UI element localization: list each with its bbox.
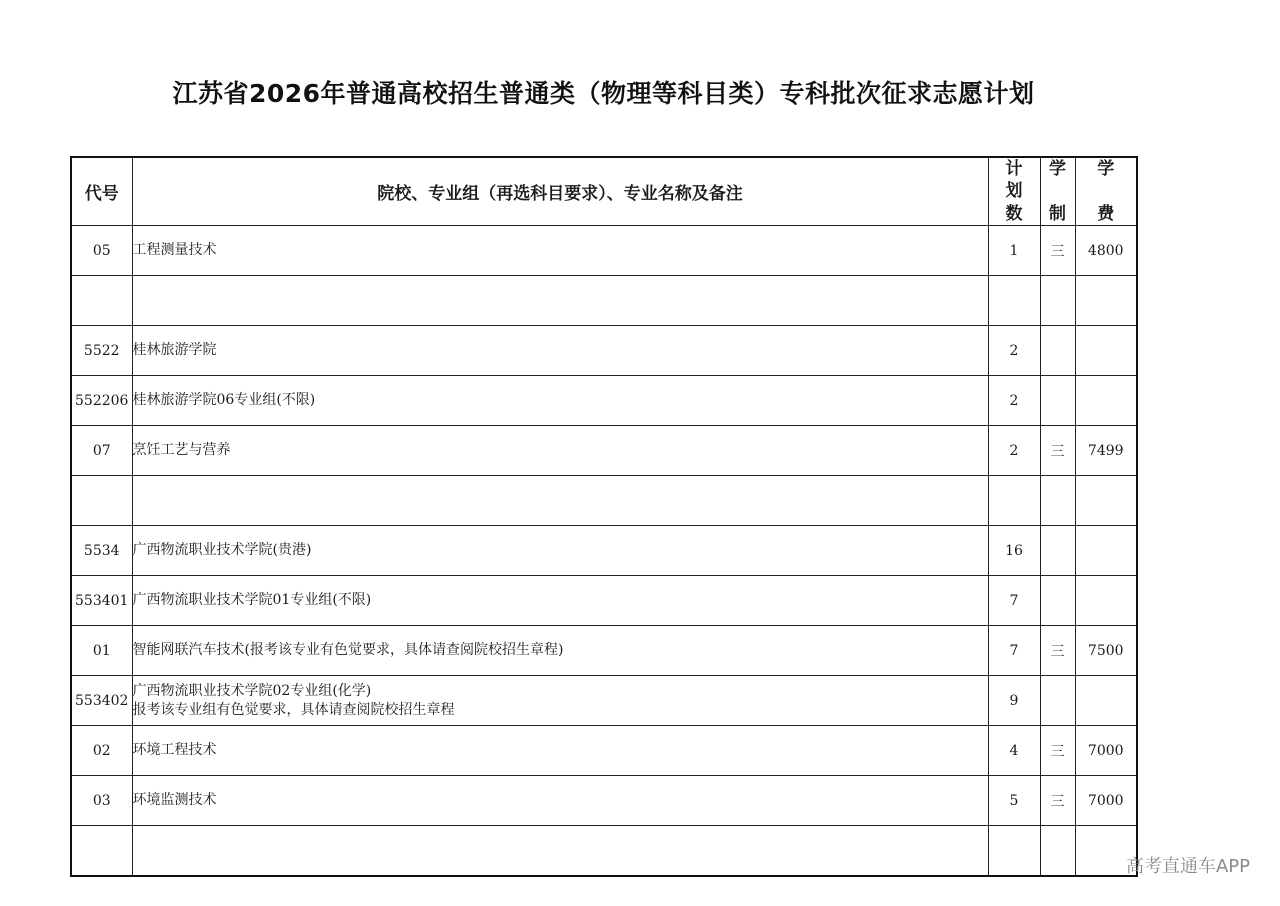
cell-duration	[1040, 576, 1075, 626]
cell-duration	[1040, 826, 1075, 877]
cell-name-line: 烹饪工艺与营养	[132, 442, 231, 458]
cell-name-line: 桂林旅游学院06专业组(不限)	[132, 392, 316, 408]
cell-name	[132, 776, 988, 826]
cell-name	[132, 426, 988, 476]
cell-name-line: 环境工程技术	[132, 742, 217, 758]
cell-fee	[1075, 526, 1137, 576]
cell-name	[132, 676, 988, 726]
table-row	[71, 826, 1137, 877]
header-duration-char-2: 制	[1049, 203, 1066, 224]
cell-name	[132, 576, 988, 626]
cell-count: 9	[988, 676, 1040, 726]
header-count-char-2: 划	[1005, 181, 1023, 201]
cell-name-line: 智能网联汽车技术(报考该专业有色觉要求，具体请查阅院校招生章程)	[132, 642, 564, 658]
table-row	[71, 476, 1137, 526]
table-body	[71, 226, 1137, 877]
cell-code: 07	[71, 426, 132, 476]
cell-count: 5	[988, 776, 1040, 826]
header-fee-char-2: 费	[1097, 203, 1115, 224]
table-row	[71, 426, 1137, 476]
cell-name-line: 桂林旅游学院	[132, 342, 217, 358]
header-count	[988, 157, 1040, 226]
cell-name-line: 广西物流职业技术学院(贵港)	[132, 542, 312, 558]
table-row	[71, 576, 1137, 626]
cell-duration	[1040, 526, 1075, 576]
cell-fee: 7499	[1075, 426, 1137, 476]
cell-duration	[1040, 476, 1075, 526]
cell-name	[132, 326, 988, 376]
header-duration	[1040, 157, 1075, 226]
cell-name	[132, 476, 988, 526]
cell-count: 2	[988, 376, 1040, 426]
cell-code: 552206	[71, 376, 132, 426]
cell-name	[132, 826, 988, 877]
page-title: 江苏省2026年普通高校招生普通类（物理等科目类）专科批次征求志愿计划	[172, 79, 1035, 108]
cell-count	[988, 276, 1040, 326]
cell-name	[132, 726, 988, 776]
cell-code	[71, 826, 132, 877]
cell-count: 7	[988, 626, 1040, 676]
cell-code	[71, 476, 132, 526]
cell-name	[132, 626, 988, 676]
table-row	[71, 676, 1137, 726]
cell-fee	[1075, 376, 1137, 426]
cell-duration	[1040, 676, 1075, 726]
cell-count: 2	[988, 426, 1040, 476]
cell-count	[988, 476, 1040, 526]
cell-code: 553402	[71, 676, 132, 726]
cell-name	[132, 276, 988, 326]
cell-code: 5534	[71, 526, 132, 576]
header-fee-char-1: 学	[1097, 158, 1115, 179]
cell-count: 1	[988, 226, 1040, 276]
table-row	[71, 226, 1137, 276]
cell-fee	[1075, 576, 1137, 626]
cell-name-line: 工程测量技术	[132, 242, 217, 258]
cell-duration	[1040, 376, 1075, 426]
cell-name-line: 报考该专业组有色觉要求，具体请查阅院校招生章程	[132, 701, 455, 718]
cell-fee: 7000	[1075, 726, 1137, 776]
cell-name-line: 广西物流职业技术学院02专业组(化学)	[132, 682, 372, 699]
cell-duration: 三	[1040, 726, 1075, 776]
cell-fee: 7500	[1075, 626, 1137, 676]
watermark: 高考直通车APP	[1125, 856, 1250, 877]
cell-fee	[1075, 326, 1137, 376]
table-row	[71, 526, 1137, 576]
cell-duration: 三	[1040, 626, 1075, 676]
cell-count: 7	[988, 576, 1040, 626]
header-count-char-3: 数	[1005, 203, 1023, 224]
cell-name	[132, 526, 988, 576]
cell-code: 553401	[71, 576, 132, 626]
cell-code: 02	[71, 726, 132, 776]
cell-duration	[1040, 326, 1075, 376]
cell-fee	[1075, 676, 1137, 726]
cell-duration: 三	[1040, 776, 1075, 826]
cell-name-line: 环境监测技术	[132, 792, 217, 808]
cell-duration	[1040, 276, 1075, 326]
table-row	[71, 776, 1137, 826]
cell-code: 05	[71, 226, 132, 276]
cell-name-line: 广西物流职业技术学院01专业组(不限)	[132, 592, 372, 608]
table-header-row	[71, 157, 1137, 226]
cell-fee: 4800	[1075, 226, 1137, 276]
cell-fee: 7000	[1075, 776, 1137, 826]
cell-count: 16	[988, 526, 1040, 576]
cell-duration: 三	[1040, 426, 1075, 476]
cell-code: 03	[71, 776, 132, 826]
plan-table	[70, 156, 1138, 877]
cell-fee	[1075, 276, 1137, 326]
header-fee	[1075, 157, 1137, 226]
cell-code: 5522	[71, 326, 132, 376]
cell-code	[71, 276, 132, 326]
header-code: 代号	[71, 157, 132, 226]
cell-name	[132, 226, 988, 276]
cell-fee	[1075, 476, 1137, 526]
header-name: 院校、专业组（再选科目要求）、专业名称及备注	[132, 157, 988, 226]
cell-count: 2	[988, 326, 1040, 376]
cell-count	[988, 826, 1040, 877]
table-row	[71, 276, 1137, 326]
header-duration-char-1: 学	[1049, 158, 1066, 179]
cell-count: 4	[988, 726, 1040, 776]
table-row	[71, 326, 1137, 376]
table-row	[71, 726, 1137, 776]
table-row	[71, 376, 1137, 426]
cell-duration: 三	[1040, 226, 1075, 276]
table-row	[71, 626, 1137, 676]
cell-code: 01	[71, 626, 132, 676]
header-count-char-1: 计	[1005, 158, 1023, 179]
cell-name	[132, 376, 988, 426]
